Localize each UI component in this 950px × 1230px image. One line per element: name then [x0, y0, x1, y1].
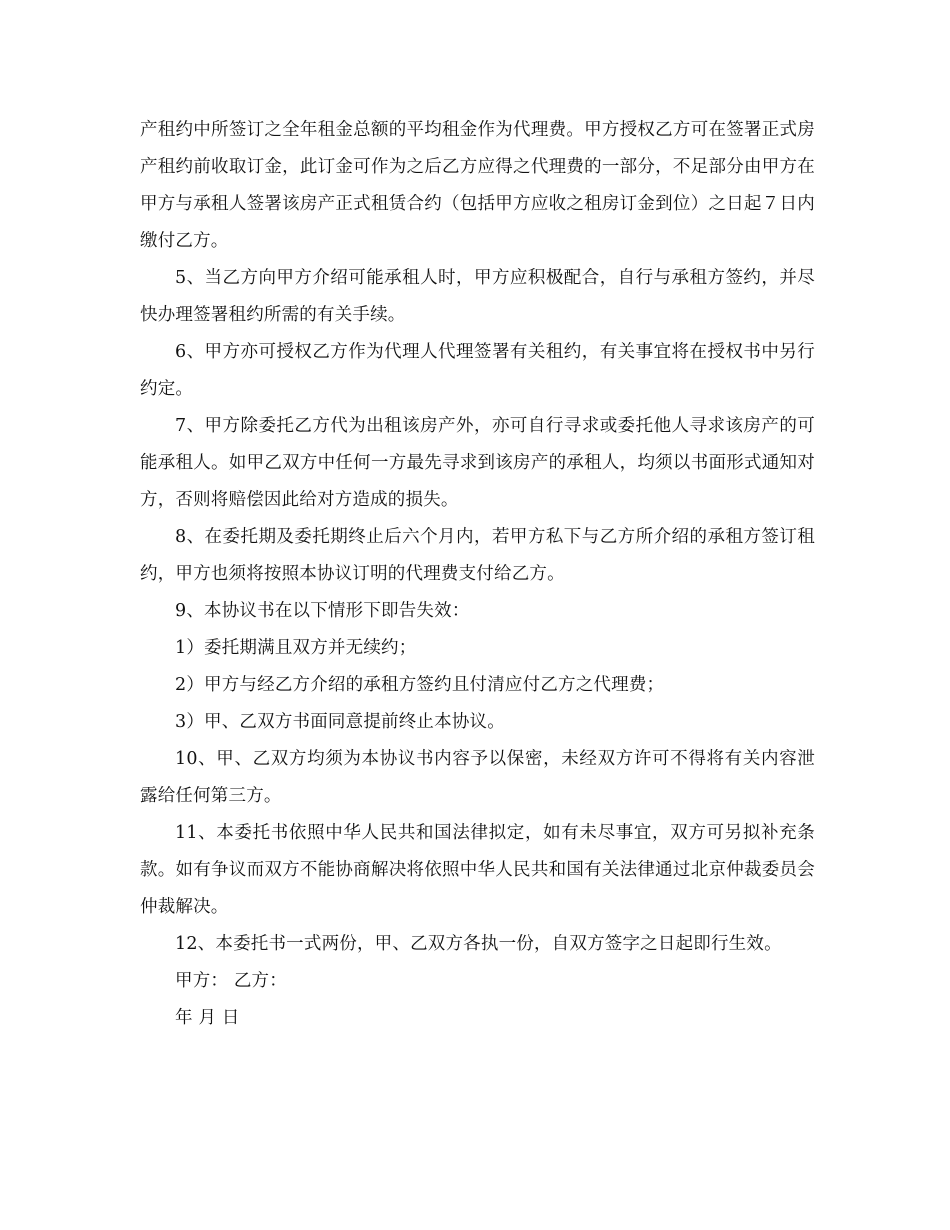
clause-9-item-3: 3）甲、乙双方书面同意提前终止本协议。 — [175, 712, 505, 732]
clause-7: 7、甲方除委托乙方代为出租该房产外，亦可自行寻求或委托他人寻求该房产的可能承租人。如甲乙双方中任何一方最先寻求到该房产的承租人，均须以书面形式通知对方，否则将赔偿因此给对方造成的损失。 — [140, 416, 815, 510]
paragraph-continued-fee-terms: 产租约中所签订之全年租金总额的平均租金作为代理费。甲方授权乙方可在签署正式房产租约前收取订金，此订金可作为之后乙方应得之代理费的一部分，不足部分由甲方在甲方与承租人签署该房产正式租赁合约（包括甲方应收之租房订金到位）之日起７日内缴付乙方。 — [140, 120, 815, 251]
clause-10: 10、甲、乙双方均须为本协议书内容予以保密，未经双方许可不得将有关内容泄露给任何第三方。 — [140, 749, 815, 806]
date-line: 年 月 日 — [175, 1008, 240, 1028]
signature-line: 甲方： 乙方： — [175, 971, 287, 991]
document-body — [140, 112, 815, 1037]
clause-9: 9、本协议书在以下情形下即告失效： — [175, 601, 470, 621]
clause-6: 6、甲方亦可授权乙方作为代理人代理签署有关租约，有关事宜将在授权书中另行约定。 — [140, 342, 815, 399]
clause-5: 5、当乙方向甲方介绍可能承租人时，甲方应积极配合，自行与承租方签约，并尽快办理签署租约所需的有关手续。 — [140, 268, 815, 325]
clause-11: 11、本委托书依照中华人民共和国法律拟定，如有未尽事宜，双方可另拟补充条款。如有争议而双方不能协商解决将依照中华人民共和国有关法律通过北京仲裁委员会仲裁解决。 — [140, 823, 815, 917]
clause-9-item-1: 1）委托期满且双方并无续约； — [175, 638, 417, 658]
clause-9-item-2: 2）甲方与经乙方介绍的承租方签约且付清应付乙方之代理费； — [175, 675, 665, 695]
clause-8: 8、在委托期及委托期终止后六个月内，若甲方私下与乙方所介绍的承租方签订租约，甲方也须将按照本协议订明的代理费支付给乙方。 — [140, 527, 815, 584]
clause-12: 12、本委托书一式两份，甲、乙双方各执一份，自双方签字之日起即行生效。 — [175, 934, 782, 954]
